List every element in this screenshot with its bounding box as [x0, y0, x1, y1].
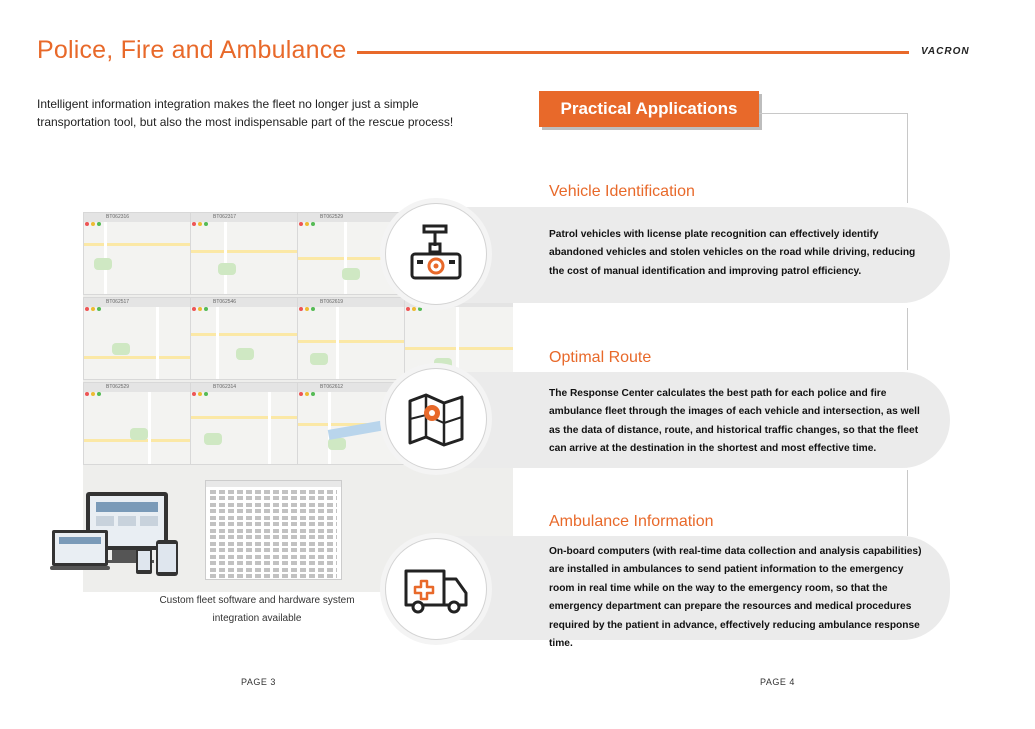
map-cell-bar	[191, 383, 301, 392]
section-text: Patrol vehicles with license plate recognition can effectively identify abandoned vehicles and stolen vehicles on the road while driving, reducing the cost of manual identification and improving patrol efficiency.	[549, 229, 916, 277]
map-cell-label: BT062316	[106, 214, 130, 220]
map-cell	[83, 212, 195, 295]
page-number-left: PAGE 3	[241, 677, 276, 687]
map-route-icon-circle	[385, 368, 487, 470]
map-cell-bar	[191, 298, 301, 307]
map-cell	[190, 297, 302, 380]
map-cell-label: BT062529	[106, 384, 130, 390]
map-cell-label: BT062619	[320, 299, 344, 305]
page-number-right: PAGE 4	[760, 677, 795, 687]
map-cell-bar	[298, 213, 408, 222]
devices-illustration	[50, 490, 180, 580]
dashcam-icon	[404, 222, 468, 286]
map-cell-label: BT062517	[106, 299, 130, 305]
dashcam-icon-circle	[385, 203, 487, 305]
section-text: On-board computers (with real-time data collection and analysis capabilities) are installed in ambulances to send patient information to the emergency room in real time while on the way to the emergency room, so that the emergency department can prepare the resources and medical procedures required by the patient in advance, effectively reducing ambulance response time.	[549, 546, 922, 650]
frame-line	[907, 470, 908, 536]
map-cell	[83, 382, 195, 465]
brand-logo: VACRON	[921, 46, 970, 57]
map-cell-bar	[298, 383, 408, 392]
map-cell-label: BT062612	[320, 384, 344, 390]
map-cell	[190, 212, 302, 295]
map-cell-bar	[84, 298, 194, 307]
map-cell-bar	[84, 213, 194, 222]
frame-line	[759, 113, 907, 114]
map-cell	[190, 382, 302, 465]
intro-text: Intelligent information integration makes the fleet no longer just a simple transportation tool, but also the most indispensable part of the rescue process!	[37, 97, 454, 129]
map-cell-label: BT062529	[320, 214, 344, 220]
map-cell	[297, 297, 409, 380]
section-heading: Vehicle Identification	[549, 183, 695, 200]
ambulance-icon	[402, 561, 470, 617]
map-cell-bar	[298, 298, 408, 307]
fleet-software-table	[205, 480, 342, 580]
section-heading: Ambulance Information	[549, 513, 714, 530]
section-heading: Optimal Route	[549, 349, 652, 366]
map-cell-bar	[84, 383, 194, 392]
map-cell	[83, 297, 195, 380]
ambulance-icon-circle	[385, 538, 487, 640]
frame-line	[907, 113, 908, 203]
map-cell-label: BT062314	[213, 384, 237, 390]
integration-caption: Custom fleet software and hardware system integration available	[159, 595, 355, 624]
map-cell-bar	[191, 213, 301, 222]
map-cell	[404, 297, 513, 380]
map-cell-label: BT062317	[213, 214, 237, 220]
map-cell-label: BT062546	[213, 299, 237, 305]
title-rule	[357, 51, 909, 54]
frame-line	[907, 308, 908, 370]
page-title: Police, Fire and Ambulance	[37, 36, 347, 64]
map-route-icon	[404, 387, 468, 451]
practical-applications-label: Practical Applications	[539, 91, 759, 127]
section-text: The Response Center calculates the best path for each police and fire ambulance fleet through the images of each vehicle and intersection, as well as the data of distance, route, and historical traffic changes, so that the fleet can arrive at the destination in the shortest and most effective time.	[549, 388, 920, 455]
